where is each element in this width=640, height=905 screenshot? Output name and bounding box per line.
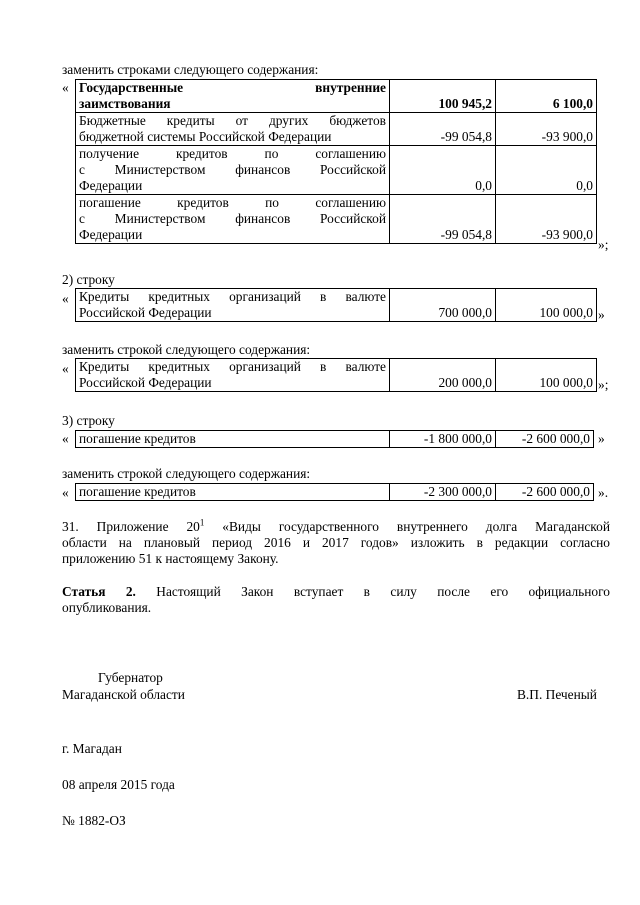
quote-open: « xyxy=(62,80,69,95)
row-label: погашение кредитов xyxy=(76,431,390,448)
row-label: погашение кредитов xyxy=(76,484,390,501)
table-repayment xyxy=(75,430,594,448)
value-2016: 700 000,0 xyxy=(390,289,496,322)
row-label-line: бюджетной системы Российской Федерации xyxy=(79,129,332,144)
quote-close: »; xyxy=(598,237,609,252)
quote-close: » xyxy=(598,307,605,322)
row-label-line: Российской Федерации xyxy=(79,305,212,320)
article-title: Статья 2. xyxy=(62,584,136,599)
paragraph-line: приложению 51 к настоящему Закону. xyxy=(62,551,279,566)
row-label-line: Бюджетные кредиты от других бюджетов xyxy=(79,113,386,128)
value-2017: -93 900,0 xyxy=(496,113,597,146)
quote-open: « xyxy=(62,361,69,376)
row-label xyxy=(76,80,390,113)
quote-close: ». xyxy=(598,485,609,500)
quote-open: « xyxy=(62,431,69,446)
value-2016: 100 945,2 xyxy=(390,80,496,113)
row-label xyxy=(76,289,390,322)
row-label-line: Кредиты кредитных организаций в валюте xyxy=(79,359,386,374)
paragraph-line xyxy=(62,519,610,535)
row-label xyxy=(76,146,390,195)
paragraph-line: опубликования. xyxy=(62,600,152,615)
row-label-line: Российской Федерации xyxy=(79,375,212,390)
value-2016: -99 054,8 xyxy=(390,113,496,146)
table-row xyxy=(76,195,597,244)
table-credit-orgs xyxy=(75,288,597,322)
paragraph-prefix: 31. Приложение 20 xyxy=(62,519,200,534)
signature-name: В.П. Печеный xyxy=(517,687,597,702)
row-label-line: Кредиты кредитных организаций в валюте xyxy=(79,289,386,304)
table-borrowings xyxy=(75,79,597,244)
table-row xyxy=(76,484,594,501)
value-2016: -2 300 000,0 xyxy=(390,484,496,501)
quote-close: »; xyxy=(598,377,609,392)
paragraph-text: «Виды государственного внутреннего долга Магаданской xyxy=(204,519,610,534)
paragraph-31 xyxy=(62,519,610,567)
signature-region: Магаданской области xyxy=(62,687,185,702)
quote-open: « xyxy=(62,485,69,500)
table-row xyxy=(76,80,597,113)
value-2017: 0,0 xyxy=(496,146,597,195)
table-row xyxy=(76,359,597,392)
row-label-line: с Министерством финансов Российской xyxy=(79,162,386,177)
row-label-line: погашение кредитов по соглашению xyxy=(79,195,386,210)
paragraph-line: области на плановый период 2016 и 2017 годов» изложить в редакции согласно xyxy=(62,535,610,550)
paragraph-line xyxy=(62,584,610,600)
paragraph-text: Настоящий Закон вступает в силу после его официального xyxy=(135,584,610,599)
row-label-line: Федерации xyxy=(79,178,143,193)
table-row xyxy=(76,289,597,322)
quote-close: » xyxy=(598,431,605,446)
law-number: № 1882-ОЗ xyxy=(62,813,126,828)
row-label-line: Государственные внутренние xyxy=(79,80,386,95)
row-label-line: Федерации xyxy=(79,227,143,242)
row-label-line: заимствования xyxy=(79,96,171,111)
intro-text: заменить строками следующего содержания: xyxy=(62,62,319,77)
intro-text: заменить строкой следующего содержания: xyxy=(62,466,311,481)
signature-position: Губернатор xyxy=(98,670,163,685)
value-2016: -1 800 000,0 xyxy=(390,431,496,448)
row-label-line: с Министерством финансов Российской xyxy=(79,211,386,226)
table-row xyxy=(76,146,597,195)
table-repayment-new xyxy=(75,483,594,501)
table-credit-orgs-new xyxy=(75,358,597,392)
row-label xyxy=(76,195,390,244)
value-2017: 100 000,0 xyxy=(496,289,597,322)
table-row xyxy=(76,113,597,146)
value-2017: -2 600 000,0 xyxy=(496,431,594,448)
item-3-label: 3) строку xyxy=(62,413,115,428)
value-2017: -93 900,0 xyxy=(496,195,597,244)
superscript: 1 xyxy=(199,517,205,528)
value-2016: 200 000,0 xyxy=(390,359,496,392)
place: г. Магадан xyxy=(62,741,122,756)
item-2-label: 2) строку xyxy=(62,272,115,287)
value-2016: 0,0 xyxy=(390,146,496,195)
date: 08 апреля 2015 года xyxy=(62,777,175,792)
quote-open: « xyxy=(62,291,69,306)
value-2017: -2 600 000,0 xyxy=(496,484,594,501)
value-2016: -99 054,8 xyxy=(390,195,496,244)
value-2017: 6 100,0 xyxy=(496,80,597,113)
value-2017: 100 000,0 xyxy=(496,359,597,392)
row-label-line: получение кредитов по соглашению xyxy=(79,146,386,161)
table-row xyxy=(76,431,594,448)
row-label xyxy=(76,359,390,392)
article-2 xyxy=(62,584,610,616)
intro-text: заменить строкой следующего содержания: xyxy=(62,342,311,357)
row-label xyxy=(76,113,390,146)
